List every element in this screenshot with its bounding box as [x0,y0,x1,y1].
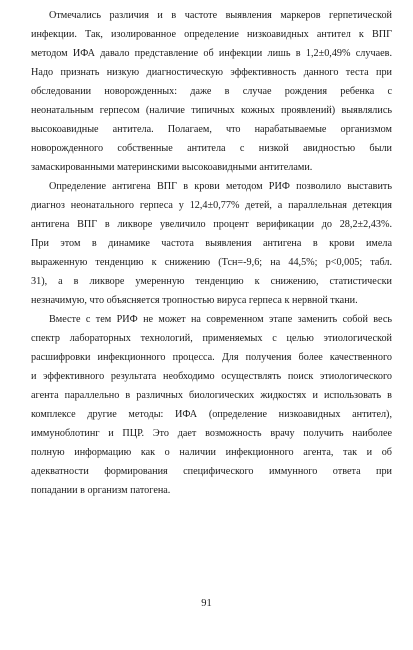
paragraph-3-line-4: и эффективного результата необходимо осуществлять поиск этиологического [31,371,392,382]
paragraph-1-line-6: неонатальным герпесом (наличие типичных кожных проявлений) выявлялись [31,105,392,116]
paragraph-3-line-9: адекватности формирования специфического иммунного ответа при [31,466,392,477]
paragraph-1-line-8: новорожденного собственные антитела с низкой авидностью были [31,143,392,154]
paragraph-3-line-10: попадании в организм патогена. [31,485,171,496]
paragraph-2-line-4: При этом в динамике частота выявления антигена в крови имела [31,238,392,249]
paragraph-3-line-6: комплексе другие методы: ИФА (определение низкоавидных антител), [31,409,392,420]
paragraph-2-line-3: антигена ВПГ в ликворе увеличило процент верификации до 28,2±2,43%. [31,219,392,230]
paragraph-3-line-3: расшифровки инфекционного процесса. Для получения более качественного [31,352,392,363]
paragraph-2-line-5: выраженную тенденцию к снижению (Тсн=-9,6; на 44,5%; p<0,005; табл. [31,257,392,268]
page-number: 91 [201,598,212,609]
paragraph-3-line-1: Вместе с тем РИФ не может на современном этапе заменить собой весь [49,314,392,325]
paragraph-1-line-3: методом ИФА давало представление об инфекции лишь в 1,2±0,49% случаев. [31,48,392,59]
paragraph-1-line-4: Надо признать низкую диагностическую эффективность данного теста при [31,67,392,78]
paragraph-1-line-7: высокоавидные антитела. Полагаем, что нарабатываемые организмом [31,124,392,135]
paragraph-3-line-7: иммуноблотинг и ПЦР. Это дает возможность врачу получить наиболее [31,428,392,439]
paragraph-1-line-9: замаскированными материнскими высокоавидными антителами. [31,162,313,173]
paragraph-1-line-1: Отмечались различия и в частоте выявления маркеров герпетической [49,10,392,21]
paragraph-1-line-2: инфекции. Так, изолированное определение низкоавидных антител к ВПГ [31,29,392,40]
paragraph-1-line-5: обследовании новорожденных: даже в случае рождения ребенка с [31,86,392,97]
paragraph-2-line-1: Определение антигена ВПГ в крови методом РИФ позволило выставить [49,181,392,192]
paragraph-2-line-2: диагноз неонатального герпеса у 12,4±0,77% детей, а параллельная детекция [31,200,392,211]
paragraph-3-line-8: полную информацию как о наличии инфекционного агента, так и об [31,447,392,458]
paragraph-2-line-6: 31), а в ликворе умеренную тенденцию к снижению, статистически [31,276,392,287]
paragraph-2-line-7: незначимую, что объясняется тропностью вируса герпеса к нервной ткани. [31,295,358,306]
paragraph-3-line-2: спектр лабораторных технологий, применяемых с целью этиологической [31,333,392,344]
paragraph-3-line-5: агента параллельно в различных биологических жидкостях и использовать в [31,390,392,401]
